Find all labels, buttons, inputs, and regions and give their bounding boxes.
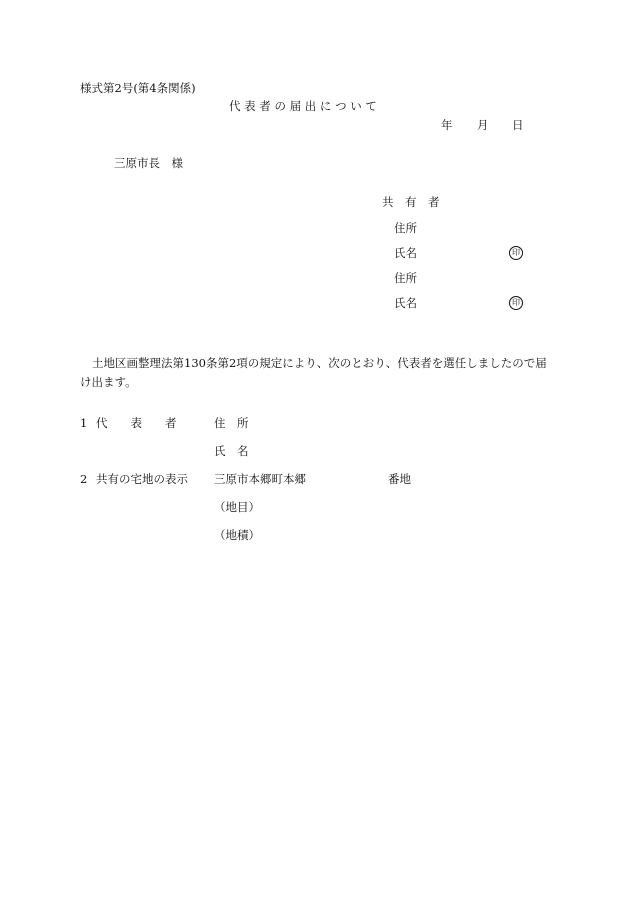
land-category-label: （地目） bbox=[214, 500, 260, 514]
item-1-label: 代 表 者 bbox=[96, 416, 177, 430]
addressee: 三原市長 様 bbox=[114, 156, 183, 170]
document-title: 代 表 者 の 届 出 に つ い て bbox=[229, 99, 377, 113]
item-1-name-label: 氏 名 bbox=[214, 444, 249, 458]
item-1-number: 1 bbox=[80, 416, 88, 430]
item-1-address-label: 住 所 bbox=[214, 416, 249, 430]
date-month-label: 月 bbox=[477, 118, 489, 132]
land-area-label: （地積） bbox=[214, 528, 260, 542]
co-owner-2-address-label: 住所 bbox=[394, 271, 417, 285]
co-owner-1-address-label: 住所 bbox=[394, 221, 417, 235]
land-lot-suffix: 番地 bbox=[388, 472, 411, 486]
co-owner-heading: 共 有 者 bbox=[382, 195, 440, 209]
co-owner-2-seal: 印 bbox=[509, 296, 523, 310]
co-owner-2-name-label: 氏名 bbox=[394, 296, 417, 310]
item-2-label: 共有の宅地の表示 bbox=[96, 472, 188, 486]
form-number: 様式第2号(第4条関係) bbox=[80, 81, 196, 95]
body-paragraph bbox=[80, 354, 550, 392]
date-day-label: 日 bbox=[512, 118, 524, 132]
co-owner-1-seal: 印 bbox=[509, 246, 523, 260]
land-location: 三原市本郷町本郷 bbox=[214, 472, 306, 486]
item-2-number: 2 bbox=[80, 472, 88, 486]
co-owner-1-name-label: 氏名 bbox=[394, 246, 417, 260]
date-year-label: 年 bbox=[441, 118, 453, 132]
body-text: 土地区画整理法第130条第2項の規定により、次のとおり、代表者を選任しましたので届け出ます。 bbox=[80, 356, 547, 389]
